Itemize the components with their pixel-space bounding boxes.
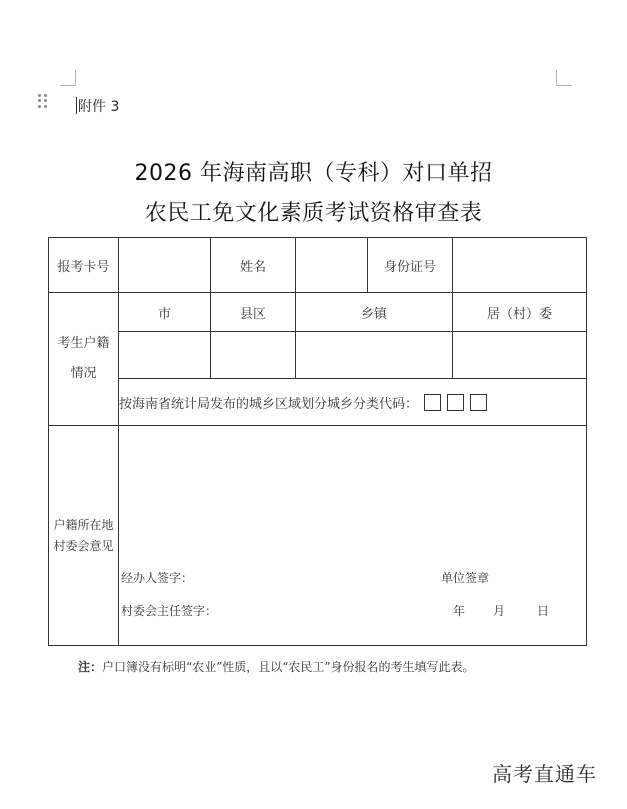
ticket-number-field[interactable] bbox=[119, 238, 211, 293]
name-field[interactable] bbox=[296, 238, 368, 293]
household-label-cell bbox=[49, 293, 119, 426]
opinion-label-cell bbox=[49, 426, 119, 646]
handler-signature-label: 经办人签字： bbox=[121, 571, 194, 585]
id-number-field[interactable] bbox=[453, 238, 587, 293]
page-corner-mark-left bbox=[60, 70, 76, 86]
date-year-label: 年 bbox=[453, 604, 466, 618]
table-row bbox=[49, 379, 587, 426]
code-box-2[interactable] bbox=[447, 394, 464, 411]
table-row bbox=[49, 238, 587, 293]
director-signature-label: 村委会主任签字： bbox=[121, 604, 218, 618]
household-label-line2: 情况 bbox=[70, 366, 97, 381]
footnote-prefix: 注： bbox=[78, 660, 103, 674]
city-field[interactable] bbox=[119, 332, 211, 379]
opinion-label-line2: 村委会意见 bbox=[53, 538, 114, 553]
page-corner-mark-right bbox=[556, 70, 572, 86]
village-header: 居（村）委 bbox=[453, 293, 587, 332]
date-day-label: 日 bbox=[537, 604, 550, 618]
county-field[interactable] bbox=[211, 332, 296, 379]
text-cursor bbox=[76, 97, 77, 114]
id-number-label: 身份证号 bbox=[368, 238, 453, 293]
village-field[interactable] bbox=[453, 332, 587, 379]
classification-code-cell bbox=[119, 379, 587, 426]
date-month-label: 月 bbox=[493, 604, 506, 618]
document-title-line2: 农民工免文化素质考试资格审查表 bbox=[144, 201, 483, 226]
city-header: 市 bbox=[119, 293, 211, 332]
table-row bbox=[49, 332, 587, 379]
town-header: 乡镇 bbox=[296, 293, 453, 332]
classification-code-text: 按海南省统计局发布的城乡区域划分城乡分类代码： bbox=[119, 396, 419, 412]
household-label-line1: 考生户籍 bbox=[57, 336, 110, 351]
attachment-label: 附件 3 bbox=[78, 99, 120, 115]
footnote-text: 户口簿没有标明“农业”性质，且以“农民工”身份报名的考生填写此表。 bbox=[102, 660, 475, 674]
watermark: 高考直通车 bbox=[492, 762, 597, 786]
code-box-1[interactable] bbox=[424, 394, 441, 411]
opinion-label-line1: 户籍所在地 bbox=[53, 517, 114, 532]
opinion-field[interactable] bbox=[119, 426, 587, 646]
qualification-review-table bbox=[48, 237, 587, 646]
county-header: 县区 bbox=[211, 293, 296, 332]
drag-handle-icon[interactable] bbox=[38, 94, 48, 108]
table-row bbox=[49, 426, 587, 646]
unit-seal-label: 单位签章 bbox=[441, 571, 490, 585]
ticket-number-label: 报考卡号 bbox=[49, 238, 119, 293]
table-row bbox=[49, 293, 587, 332]
town-field[interactable] bbox=[296, 332, 453, 379]
document-title-line1: 2026 年海南高职（专科）对口单招 bbox=[134, 161, 493, 186]
code-box-3[interactable] bbox=[470, 394, 487, 411]
footnote bbox=[78, 658, 475, 675]
name-label: 姓名 bbox=[211, 238, 296, 293]
